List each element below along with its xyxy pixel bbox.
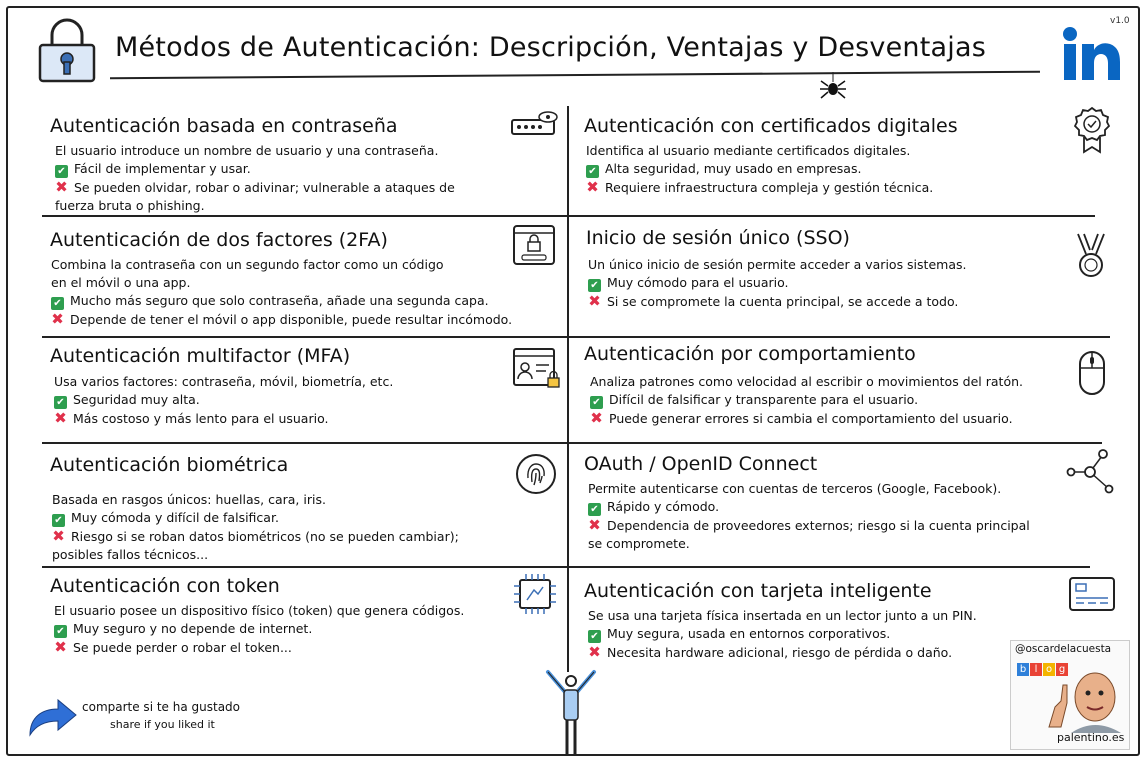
section-certificates (584, 115, 958, 197)
section-title: Autenticación por comportamiento (584, 343, 916, 365)
section-smart-card (584, 580, 977, 662)
check-icon: ✔ (590, 396, 603, 409)
con-item: ✖ Dependencia de proveedores externos; riesgo si la cuenta principal (588, 516, 1030, 534)
linkedin-icon[interactable] (1062, 26, 1122, 86)
cross-icon: ✖ (590, 409, 603, 427)
section-title: Autenticación de dos factores (2FA) (50, 229, 388, 251)
padlock-icon (36, 18, 98, 88)
con-item: ✖ Puede generar errores si cambia el comportamiento del usuario. (590, 409, 1013, 427)
network-nodes-icon (1066, 448, 1116, 500)
section-title: Autenticación con tarjeta inteligente (584, 580, 932, 602)
con-item: ✖ Depende de tener el móvil o app disponible, puede resultar incómodo. (51, 310, 513, 328)
cross-icon: ✖ (55, 178, 68, 196)
pro-item: ✔ Muy cómodo para el usuario. (588, 274, 966, 292)
section-title: Autenticación con token (50, 575, 280, 597)
site-url: palentino.es (1057, 731, 1125, 744)
cross-icon: ✖ (51, 310, 64, 328)
section-mfa (50, 345, 393, 428)
author-badge[interactable] (1010, 640, 1130, 750)
divider-row-2 (42, 336, 1110, 338)
section-description: Combina la contraseña con un segundo factor como un código (51, 257, 444, 272)
pro-item: ✔ Difícil de falsificar y transparente para el usuario. (590, 391, 1023, 409)
stick-figure-icon (542, 668, 600, 760)
chip-icon (512, 572, 558, 620)
con-item: ✖ Necesita hardware adicional, riesgo de pérdida o daño. (588, 643, 953, 661)
section-biometric (50, 454, 459, 564)
check-icon: ✔ (54, 625, 67, 638)
section-token (50, 575, 464, 657)
con-item: ✖ Requiere infraestructura compleja y gestión técnica. (586, 178, 934, 196)
medal-icon (1074, 232, 1108, 284)
section-description-continuation: en el móvil o una app. (51, 275, 191, 290)
center-divider (567, 106, 569, 672)
section-password (50, 115, 455, 215)
section-description: Un único inicio de sesión permite acceder a varios sistemas. (588, 257, 967, 272)
section-title: Autenticación con certificados digitales (584, 115, 958, 137)
pro-item: ✔ Muy cómoda y difícil de falsificar. (52, 509, 459, 527)
con-item: ✖ Más costoso y más lento para el usuario. (54, 409, 329, 427)
section-description: El usuario posee un dispositivo físico (token) que genera códigos. (54, 603, 465, 618)
spider-icon (818, 72, 848, 106)
section-2fa (50, 229, 512, 329)
pro-item: ✔ Alta seguridad, muy usado en empresas. (586, 160, 958, 178)
lock-window-icon (512, 224, 558, 272)
divider-row-3 (42, 442, 1102, 444)
check-icon: ✔ (55, 165, 68, 178)
cross-icon: ✖ (588, 516, 601, 534)
share-arrow-icon[interactable] (26, 697, 78, 741)
section-sso (586, 227, 966, 311)
section-behavior (584, 343, 1023, 428)
cross-icon: ✖ (586, 178, 599, 196)
mouse-icon (1078, 350, 1106, 400)
pro-item: ✔ Fácil de implementar y usar. (55, 160, 455, 178)
cross-icon: ✖ (588, 643, 601, 661)
check-icon: ✔ (586, 165, 599, 178)
pro-item: ✔ Muy segura, usada en entornos corporativos. (588, 625, 977, 643)
check-icon: ✔ (51, 297, 64, 310)
section-title: Autenticación basada en contraseña (50, 115, 398, 137)
check-icon: ✔ (52, 514, 65, 527)
section-description: Identifica al usuario mediante certificados digitales. (586, 143, 911, 158)
check-icon: ✔ (588, 503, 601, 516)
section-description: Analiza patrones como velocidad al escribir o movimientos del ratón. (590, 374, 1023, 389)
cross-icon: ✖ (54, 409, 67, 427)
con-item: ✖ Si se compromete la cuenta principal, se accede a todo. (588, 292, 959, 310)
version-label: v1.0 (1110, 16, 1130, 26)
pro-item: ✔ Mucho más seguro que solo contraseña, añade una segunda capa. (51, 292, 512, 310)
con-item: ✖ Riesgo si se roban datos biométricos (no se pueden cambiar); (52, 527, 459, 545)
pro-item: ✔ Rápido y cómodo. (588, 498, 1030, 516)
page-title: Métodos de Autenticación: Descripción, Ventajas y Desventajas (115, 32, 986, 63)
con-item-continuation: se compromete. (588, 536, 690, 551)
author-handle: @oscardelacuesta (1015, 643, 1112, 655)
section-description: Usa varios factores: contraseña, móvil, biometría, etc. (54, 374, 394, 389)
pro-item: ✔ Muy seguro y no depende de internet. (54, 620, 464, 638)
check-icon: ✔ (588, 630, 601, 643)
blog-logo: b l o g (1017, 657, 1069, 676)
check-icon: ✔ (54, 396, 67, 409)
divider-row-1 (42, 215, 1095, 217)
avatar (1041, 667, 1129, 737)
share-text-en: share if you liked it (110, 718, 215, 731)
con-item: ✖ Se pueden olvidar, robar o adivinar; vulnerable a ataques de (55, 178, 455, 196)
con-item-continuation: posibles fallos técnicos... (52, 547, 209, 562)
con-item-continuation: fuerza bruta o phishing. (55, 198, 205, 213)
check-icon: ✔ (588, 279, 601, 292)
section-title: Inicio de sesión único (SSO) (586, 227, 850, 249)
smart-card-icon (1068, 576, 1118, 618)
section-description: Se usa una tarjeta física insertada en un lector junto a un PIN. (588, 608, 977, 623)
fingerprint-icon (514, 452, 558, 500)
cross-icon: ✖ (588, 292, 601, 310)
password-field-icon (510, 110, 560, 144)
section-title: Autenticación multifactor (MFA) (50, 345, 351, 367)
cross-icon: ✖ (54, 638, 67, 656)
section-title: Autenticación biométrica (50, 454, 289, 476)
section-title: OAuth / OpenID Connect (584, 453, 818, 475)
user-profile-lock-icon (512, 346, 562, 396)
divider-row-4 (42, 566, 1090, 568)
con-item: ✖ Se puede perder o robar el token... (54, 638, 292, 656)
section-description: Basada en rasgos únicos: huellas, cara, iris. (52, 492, 326, 507)
section-oauth (584, 453, 1030, 553)
pro-item: ✔ Seguridad muy alta. (54, 391, 393, 409)
section-description: El usuario introduce un nombre de usuario y una contraseña. (55, 143, 439, 158)
certificate-badge-icon (1074, 106, 1110, 158)
section-description: Permite autenticarse con cuentas de terceros (Google, Facebook). (588, 481, 1002, 496)
cross-icon: ✖ (52, 527, 65, 545)
share-text-es: comparte si te ha gustado (82, 700, 241, 714)
